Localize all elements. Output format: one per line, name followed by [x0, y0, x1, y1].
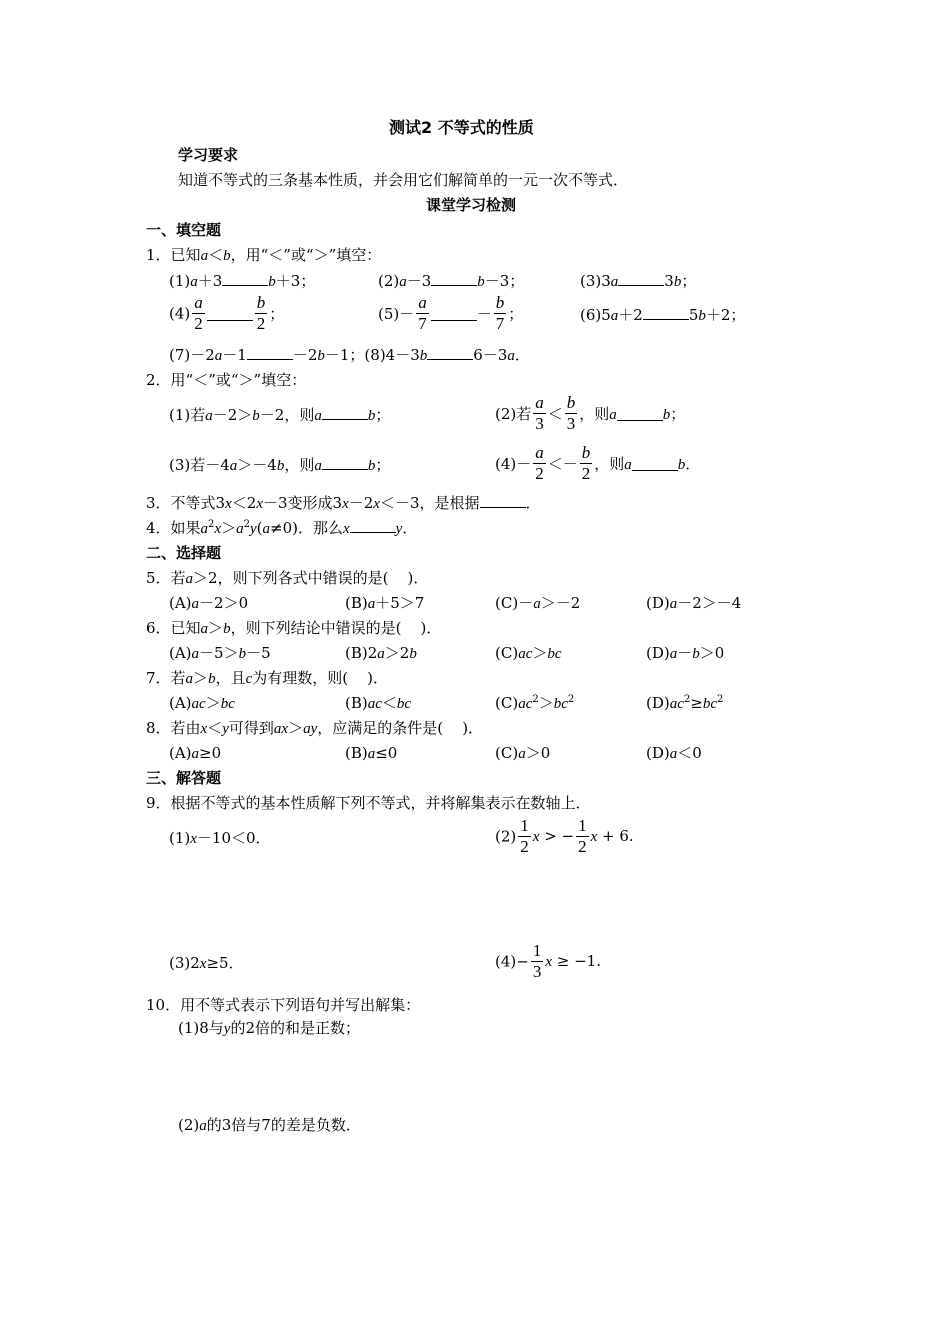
q7-stem: 7．若a＞b，且c为有理数，则( )． — [146, 669, 389, 687]
q8-option-b[interactable]: (B)a≤0 — [345, 744, 398, 762]
answer-blank[interactable] — [617, 407, 663, 421]
q9-part1: (1)x－10＜0． — [169, 829, 271, 847]
fraction: $\frac{a}{2}$ — [194, 293, 203, 333]
q1-part1: (1)a＋3 b＋3； — [169, 272, 316, 290]
q7-option-a[interactable]: (A)ac＞bc — [169, 694, 235, 712]
fraction: $\frac{b}{7}$ — [495, 293, 505, 333]
section-fill-blank: 一、填空题 — [146, 221, 222, 239]
q6-option-c[interactable]: (C)ac＞bc — [495, 644, 562, 662]
q5-option-d[interactable]: (D)a－2＞－4 — [646, 594, 742, 612]
q1-part6: (6)5a＋2 5b＋2； — [580, 306, 746, 324]
answer-blank[interactable] — [643, 306, 689, 320]
answer-blank[interactable] — [427, 346, 473, 360]
q6-stem: 6．已知a＞b，则下列结论中错误的是( )． — [146, 619, 442, 637]
q7-option-b[interactable]: (B)ac＜bc — [345, 694, 412, 712]
q2-part2: (2)若 $\frac{a}{3}$ ＜ $\frac{b}{3}$ ，则a b； — [495, 393, 686, 433]
q8-option-d[interactable]: (D)a＜0 — [646, 744, 702, 762]
q7-option-d[interactable]: $(D)ac^2\ge bc^2$ — [646, 694, 724, 712]
q1-part3: (3)3a 3b； — [580, 272, 697, 290]
q1-stem: 1．已知a＜b，用“＜”或“＞”填空： — [146, 246, 382, 264]
section-multiple-choice: 二、选择题 — [146, 544, 222, 562]
answer-blank[interactable] — [322, 456, 368, 470]
section-solve: 三、解答题 — [146, 769, 222, 787]
answer-blank[interactable] — [322, 406, 368, 420]
fraction: $\frac{1}{3}$ — [532, 941, 542, 981]
fraction: $\frac{a}{7}$ — [418, 293, 427, 333]
fraction: $\frac{1}{2}$ — [520, 816, 529, 856]
answer-blank[interactable] — [480, 494, 526, 508]
q9-part4: (4)− $\frac{1}{3}$ x ≥ −1. — [495, 941, 601, 981]
q5-option-c[interactable]: (C)－a＞－2 — [495, 594, 581, 612]
q10-stem: 10．用不等式表示下列语句并写出解集： — [146, 996, 421, 1014]
answer-blank[interactable] — [431, 272, 477, 286]
answer-blank[interactable] — [350, 519, 396, 533]
q9-part3: (3)2x≥5． — [169, 954, 244, 972]
q8-option-c[interactable]: (C)a＞0 — [495, 744, 551, 762]
fraction: $\frac{a}{3}$ — [535, 393, 544, 433]
classroom-check-heading: 课堂学习检测 — [426, 196, 517, 214]
fraction: $\frac{1}{2}$ — [578, 816, 587, 856]
q5-option-a[interactable]: (A)a－2＞0 — [169, 594, 249, 612]
q6-option-a[interactable]: (A)a－5＞b－5 — [169, 644, 271, 662]
q2-part4: (4)－ $\frac{a}{2}$ ＜－ $\frac{b}{2}$ ，则a b． — [495, 443, 701, 483]
requirements-text: 知道不等式的三条基本性质，并会用它们解简单的一元一次不等式． — [178, 171, 629, 189]
fraction: $\frac{b}{2}$ — [581, 443, 591, 483]
fraction: $\frac{b}{2}$ — [256, 293, 266, 333]
q6-option-d[interactable]: (D)a－b＞0 — [646, 644, 725, 662]
q5-option-b[interactable]: (B)a＋5＞7 — [345, 594, 425, 612]
q8-stem: 8．若由x＜y可得到ax＞ay，应满足的条件是( )． — [146, 719, 484, 737]
q3: 3．不等式3x＜2x－3变形成3x－2x＜－3，是根据 ． — [146, 494, 541, 512]
fraction: $\frac{b}{3}$ — [566, 393, 576, 433]
requirements-heading: 学习要求 — [178, 146, 239, 164]
fraction: $\frac{a}{2}$ — [535, 443, 544, 483]
q1-part2: (2)a－3 b－3； — [378, 272, 525, 290]
q10-part1: (1)8与y的2倍的和是正数； — [178, 1019, 361, 1037]
q1-part7-8: (7)－2a－1 －2b－1；(8)4－3b 6－3a． — [169, 346, 530, 364]
q2-part1: (1)若a－2＞b－2，则a b； — [169, 406, 391, 424]
page-title: 测试2 不等式的性质 — [389, 118, 534, 137]
answer-blank[interactable] — [618, 272, 664, 286]
q9-stem: 9．根据不等式的基本性质解下列不等式，并将解集表示在数轴上． — [146, 794, 591, 812]
answer-blank[interactable] — [632, 457, 678, 471]
q6-option-b[interactable]: (B)2a＞2b — [345, 644, 417, 662]
q2-part3: (3)若－4a＞－4b，则a b； — [169, 456, 391, 474]
q5-stem: 5．若a＞2，则下列各式中错误的是( )． — [146, 569, 429, 587]
q4: 4．如果$a^2x>a^2y(a\ne 0)$．那么x y． — [146, 519, 418, 537]
q8-option-a[interactable]: (A)a≥0 — [169, 744, 222, 762]
q1-part4: (4) $\frac{a}{2}$ $\frac{b}{2}$ ； — [169, 293, 285, 333]
answer-blank[interactable] — [222, 272, 268, 286]
q7-option-c[interactable]: $(C)ac^2>bc^2$ — [495, 694, 575, 712]
answer-blank[interactable] — [247, 346, 293, 360]
q1-part5: (5)－ $\frac{a}{7}$ － $\frac{b}{7}$ ； — [378, 293, 524, 333]
answer-blank[interactable] — [207, 307, 253, 321]
q2-stem: 2．用“＜”或“＞”填空： — [146, 371, 307, 389]
q9-part2: (2) $\frac{1}{2}$ x > − $\frac{1}{2}$ x + 6. — [495, 816, 634, 856]
q10-part2: (2)a的3倍与7的差是负数． — [178, 1116, 361, 1134]
answer-blank[interactable] — [431, 307, 477, 321]
